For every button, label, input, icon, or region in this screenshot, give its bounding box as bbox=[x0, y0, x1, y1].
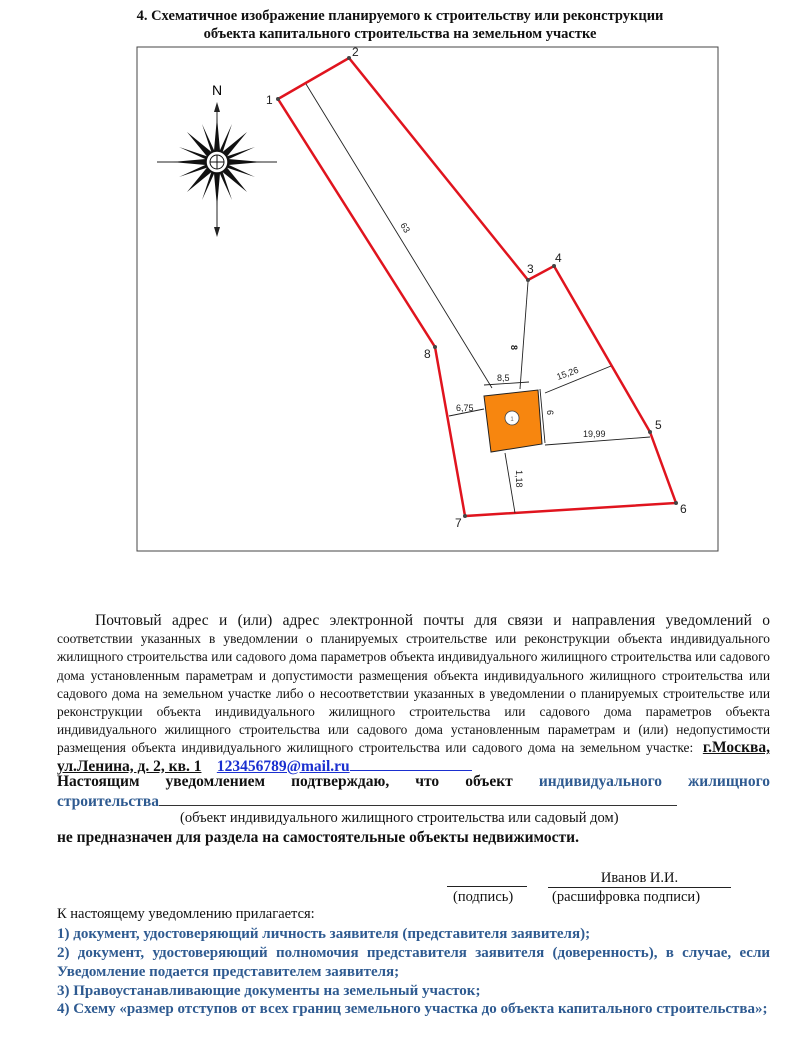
not-divisible-statement: не предназначен для раздела на самостоятельные объекты недвижимости. bbox=[57, 829, 579, 846]
address-paragraph bbox=[57, 612, 770, 776]
point-label-1: 1 bbox=[266, 93, 273, 107]
dimension-lines bbox=[306, 84, 650, 513]
dimension-label-6-75: 6,75 bbox=[456, 403, 474, 413]
dimension-label-8: 8 bbox=[509, 345, 519, 351]
confirmation-text: Настоящим уведомлением подтверждаю, что объект bbox=[57, 773, 513, 790]
signer-name-caption: (расшифровка подписи) bbox=[552, 889, 701, 905]
address-paragraph-body: соответствии указанных в уведомлении о планируемых строительстве или реконструкции объекта индивидуального жилищного строительства или садового дома параметров объекта индивидуального жилищного строительства или садового дома установленным параметрам и допустимости размещения объекта индивидуального жилищного строительства или садового дома на земельном участке либо о несоответствии указанных в уведомлении о планируемых строительстве или реконструкции объекта индивидуального жилищного строительства или садового дома параметров объекта индивидуального жилищного строительства или садового дома установленным параметрам и (или) недопустимости размещения объекта индивидуального жилищного строительства или садового дома на земельном участке: bbox=[57, 631, 770, 756]
address-paragraph-lead: Почтовый адрес и (или) адрес электронной почты для связи и направления уведомлений о bbox=[95, 612, 770, 629]
object-type-underline bbox=[159, 791, 677, 806]
dimension-label-63: 63 bbox=[398, 220, 413, 235]
attachment-item-1: 1) документ, удостоверяющий личность заявителя (представителя заявителя); bbox=[57, 926, 591, 942]
signature-caption: (подпись) bbox=[453, 889, 514, 905]
confirmation-line-2 bbox=[57, 791, 677, 811]
compass-north-label: N bbox=[211, 82, 223, 98]
plan-frame bbox=[137, 47, 718, 551]
signature-field bbox=[447, 870, 527, 887]
dimension-label-19-99: 19,99 bbox=[583, 429, 606, 439]
building-number: 1 bbox=[510, 417, 514, 423]
signature-name-field bbox=[548, 870, 731, 888]
point-label-3: 3 bbox=[527, 262, 534, 276]
point-label-8: 8 bbox=[424, 347, 431, 361]
boundary-vertices bbox=[276, 56, 678, 518]
attachment-item-4: 4) Схему «размер отступов от всех границ земельного участка до объекта капитального строительства»; bbox=[57, 1001, 768, 1017]
dimension-label-6: 6 bbox=[545, 410, 555, 416]
object-type-part-2: строительства bbox=[57, 793, 159, 810]
title-line-1: 4. Схематичное изображение планируемого к строительству или реконструкции bbox=[136, 8, 664, 24]
compass-rose-icon bbox=[157, 102, 277, 237]
attachments-heading: К настоящему уведомлению прилагается: bbox=[57, 906, 315, 922]
attachment-item-3: 3) Правоустанавливающие документы на земельный участок; bbox=[57, 983, 481, 999]
postal-address: г.Москва, ул.Ленина, д. 2, кв. 1 bbox=[57, 739, 770, 775]
dimension-label-8-5: 8,5 bbox=[497, 373, 510, 383]
title-line-2: объекта капитального строительства на земельном участке bbox=[203, 26, 597, 42]
point-label-2: 2 bbox=[352, 45, 359, 59]
attachment-item-2: 2) документ, удостоверяющий полномочия представителя заявителя (доверенность), в случае, если Уведомление подается представителем заявителя; bbox=[57, 945, 770, 980]
email-address: 123456789@mail.ru bbox=[216, 757, 350, 775]
point-label-6: 6 bbox=[680, 502, 687, 516]
object-type-hint: (объект индивидуального жилищного строительства или садовый дом) bbox=[180, 810, 619, 826]
confirmation-line-1 bbox=[57, 772, 770, 791]
land-plot-boundary bbox=[278, 58, 676, 516]
point-label-4: 4 bbox=[555, 251, 562, 265]
point-label-5: 5 bbox=[655, 418, 662, 432]
signer-name: Иванов И.И. bbox=[600, 870, 679, 886]
email-underline bbox=[350, 770, 472, 771]
dimension-label-15-26: 15,26 bbox=[555, 364, 580, 382]
point-label-7: 7 bbox=[455, 516, 462, 530]
dimension-label-1-18: 1,18 bbox=[514, 470, 524, 488]
object-type-part-1: индивидуального жилищного bbox=[538, 773, 770, 790]
